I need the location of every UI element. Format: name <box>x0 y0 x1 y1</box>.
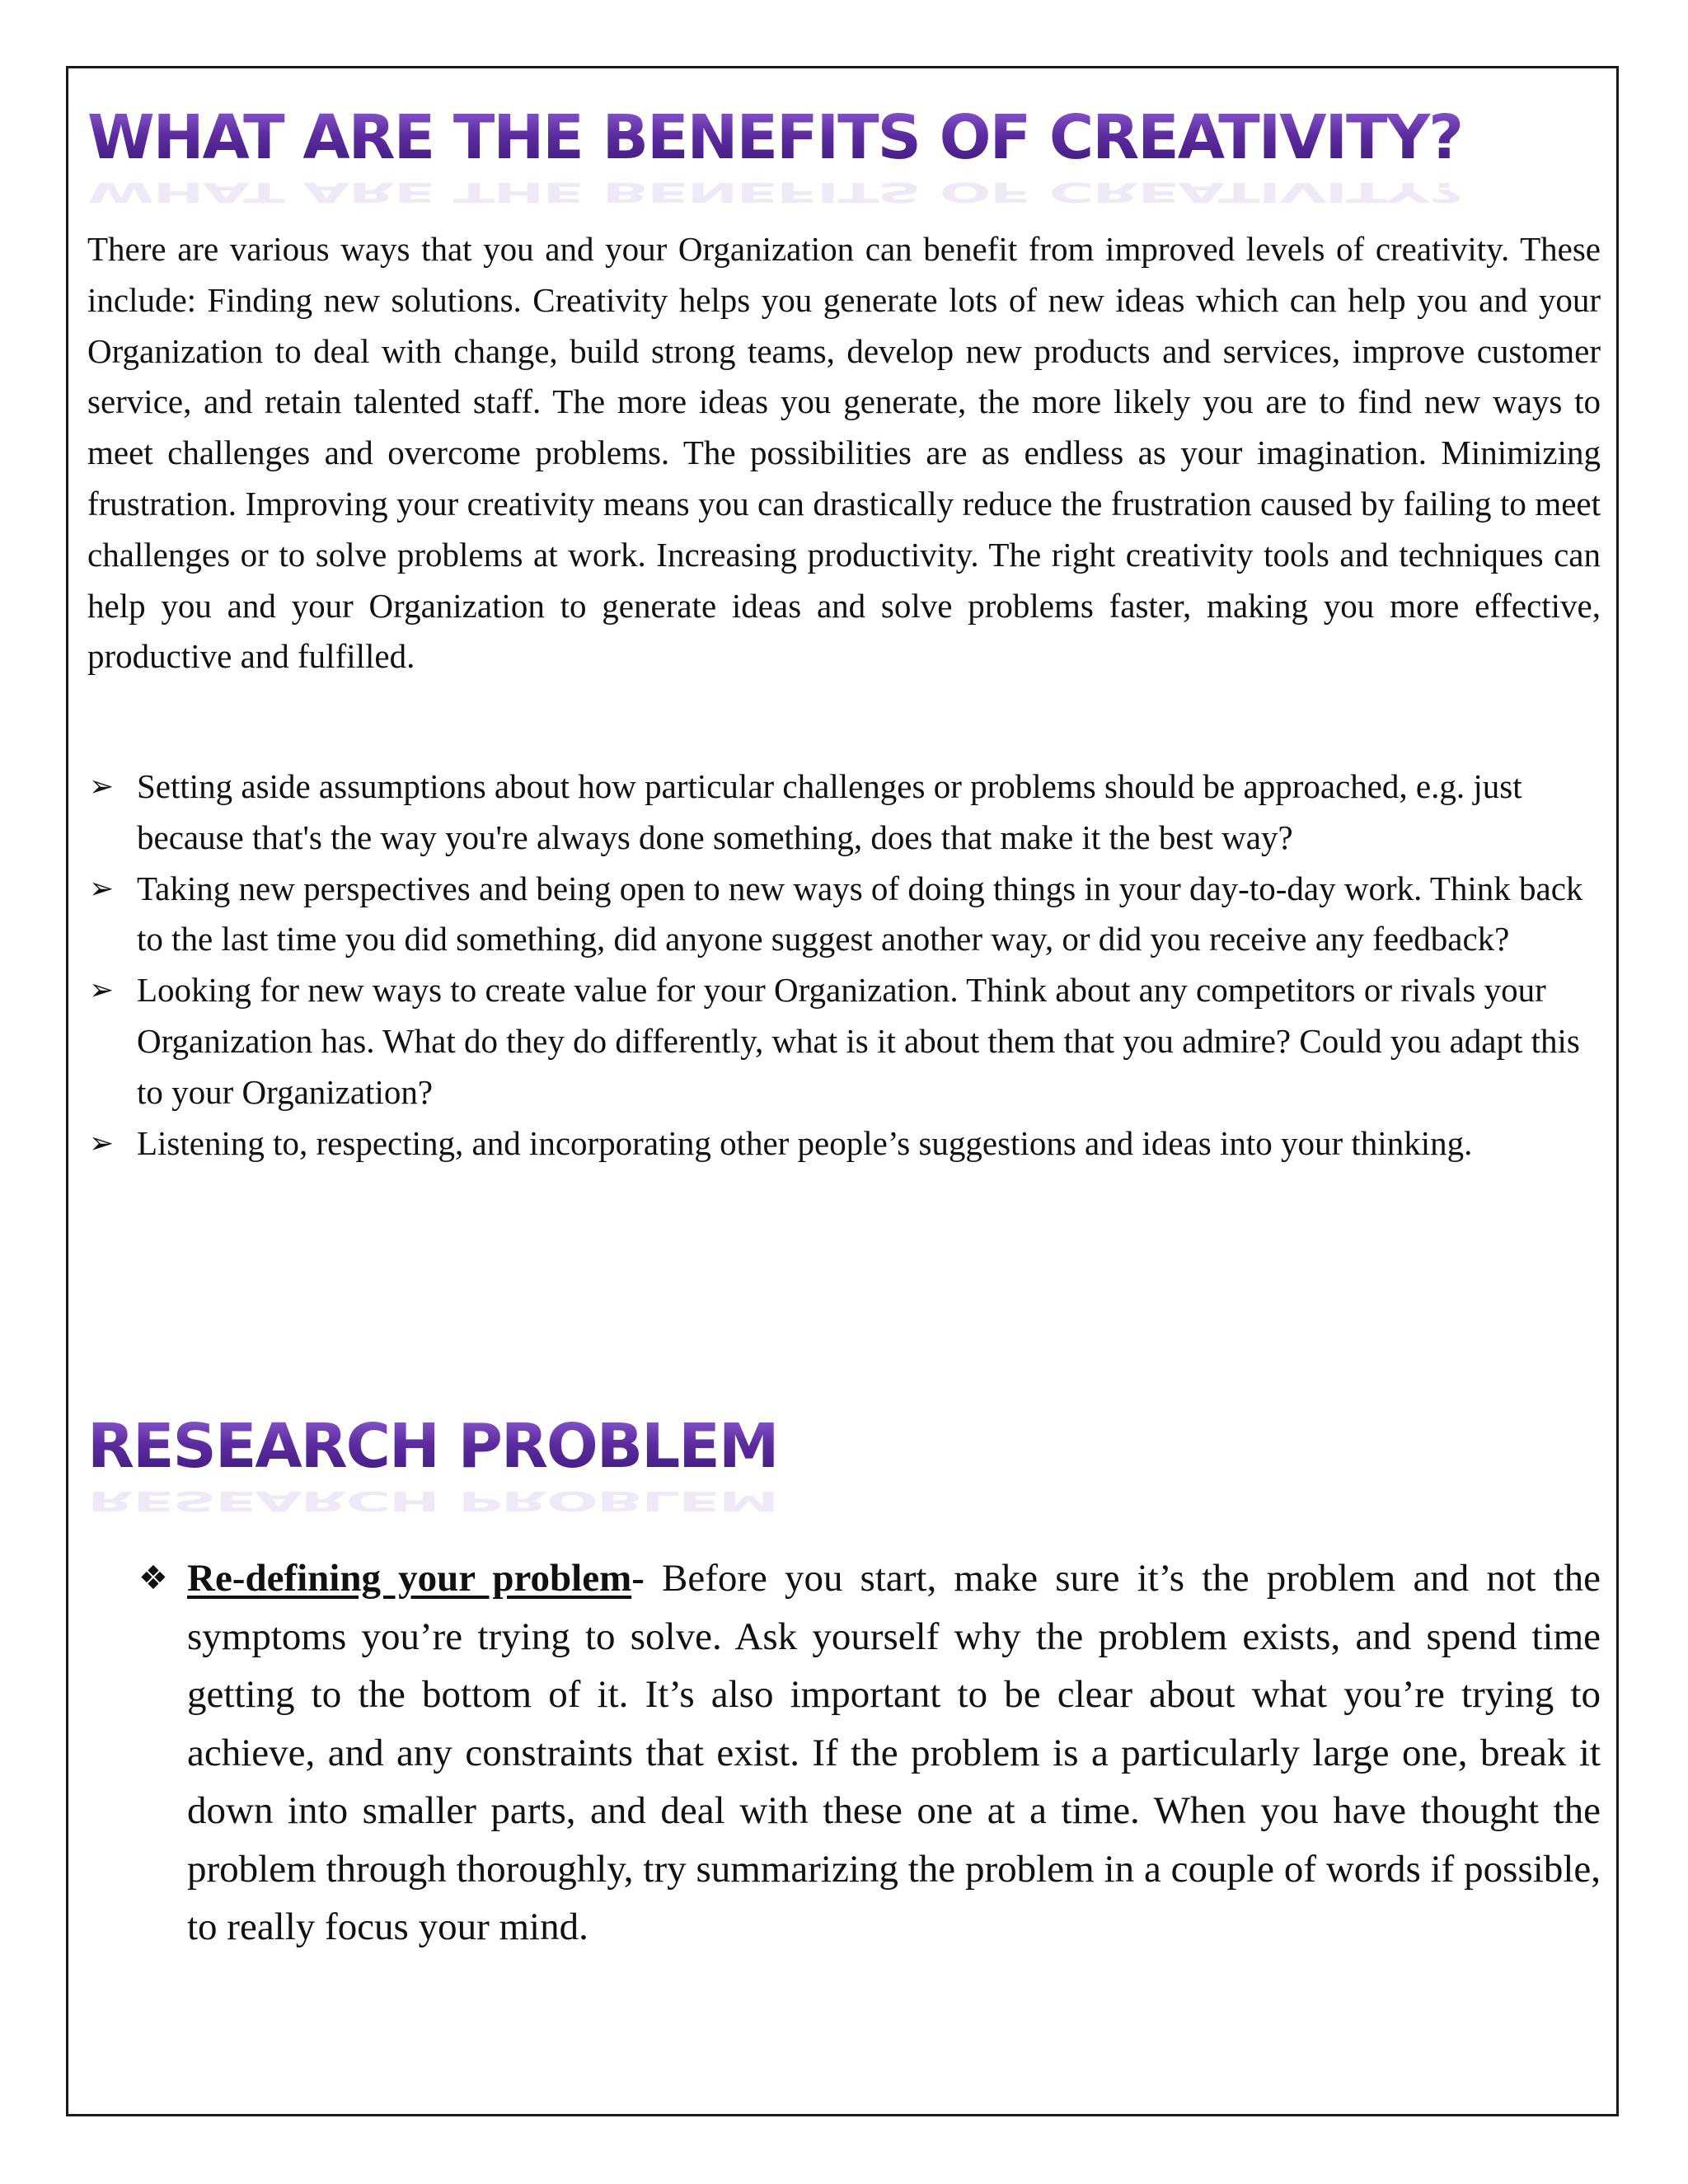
diamond-bullet-icon: ❖ <box>138 1559 168 1597</box>
list-item <box>87 965 1604 1118</box>
benefits-paragraph: There are various ways that you and your Organization can benefit from improved levels of creativity. These include: Finding new solutions. Creativity helps you generate lots of new ideas which can help you and your Organization to deal with change, build strong teams, develop new products and services, improve customer service, and retain talented staff. The more ideas you generate, the more likely you are to find new ways to meet challenges and overcome problems. The possibilities are as endless as your imagination. Minimizing frustration. Improving your creativity means you can drastically reduce the frustration caused by failing to meet challenges or to solve problems at work. Increasing productivity. The right creativity tools and techniques can help you and your Organization to generate ideas and solve problems faster, making you more effective, productive and fulfilled. <box>87 230 1601 676</box>
arrow-bullet-icon: ➢ <box>89 770 115 804</box>
research-problem-item <box>138 1549 1601 1957</box>
heading-reflection: WHAT ARE THE BENEFITS OF CREATIVITY? <box>87 176 1463 209</box>
arrow-bullet-icon: ➢ <box>89 871 115 906</box>
list-item-text: Taking new perspectives and being open to new ways of doing things in your day-to-day work. Think back to the last time you did something, did anyone suggest another way, or did you receive any feedback? <box>137 869 1583 958</box>
section-heading-research-problem: RESEARCH PROBLEM <box>87 1411 778 1482</box>
list-item <box>87 1118 1604 1169</box>
arrow-bullet-icon: ➢ <box>89 1126 115 1160</box>
list-item-text: Listening to, respecting, and incorporating other people’s suggestions and ideas into your thinking. <box>137 1123 1473 1162</box>
list-item <box>87 762 1604 864</box>
heading-reflection: RESEARCH PROBLEM <box>87 1485 778 1517</box>
list-item-text: Looking for new ways to create value for your Organization. Think about any competitors or rivals your Organization has. What do they do differently, what is it about them that you admire? Could you adapt this to your Organization? <box>137 971 1580 1111</box>
benefits-bullet-list <box>87 762 1604 1169</box>
item-text: Before you start, make sure it’s the problem and not the symptoms you’re trying to solve. Ask yourself why the problem exists, and spend time getting to the bottom of it. It’s also important to be clear about what you’re trying to achieve, and any constraints that exist. If the problem is a particularly large one, break it down into smaller parts, and deal with these one at a time. When you have thought the problem through thoroughly, try summarizing the problem in a couple of words if possible, to really focus your mind. <box>187 1557 1601 1948</box>
item-term: Re-defining your problem <box>187 1557 632 1600</box>
list-item-text: Setting aside assumptions about how particular challenges or problems should be approached, e.g. just because that's the way you're always done something, does that make it the best way? <box>137 767 1522 856</box>
section-heading-benefits: WHAT ARE THE BENEFITS OF CREATIVITY? <box>87 102 1463 173</box>
list-item <box>87 864 1604 966</box>
research-item-body <box>138 1549 1601 1957</box>
arrow-bullet-icon: ➢ <box>89 973 115 1008</box>
item-dash: - <box>631 1557 645 1600</box>
